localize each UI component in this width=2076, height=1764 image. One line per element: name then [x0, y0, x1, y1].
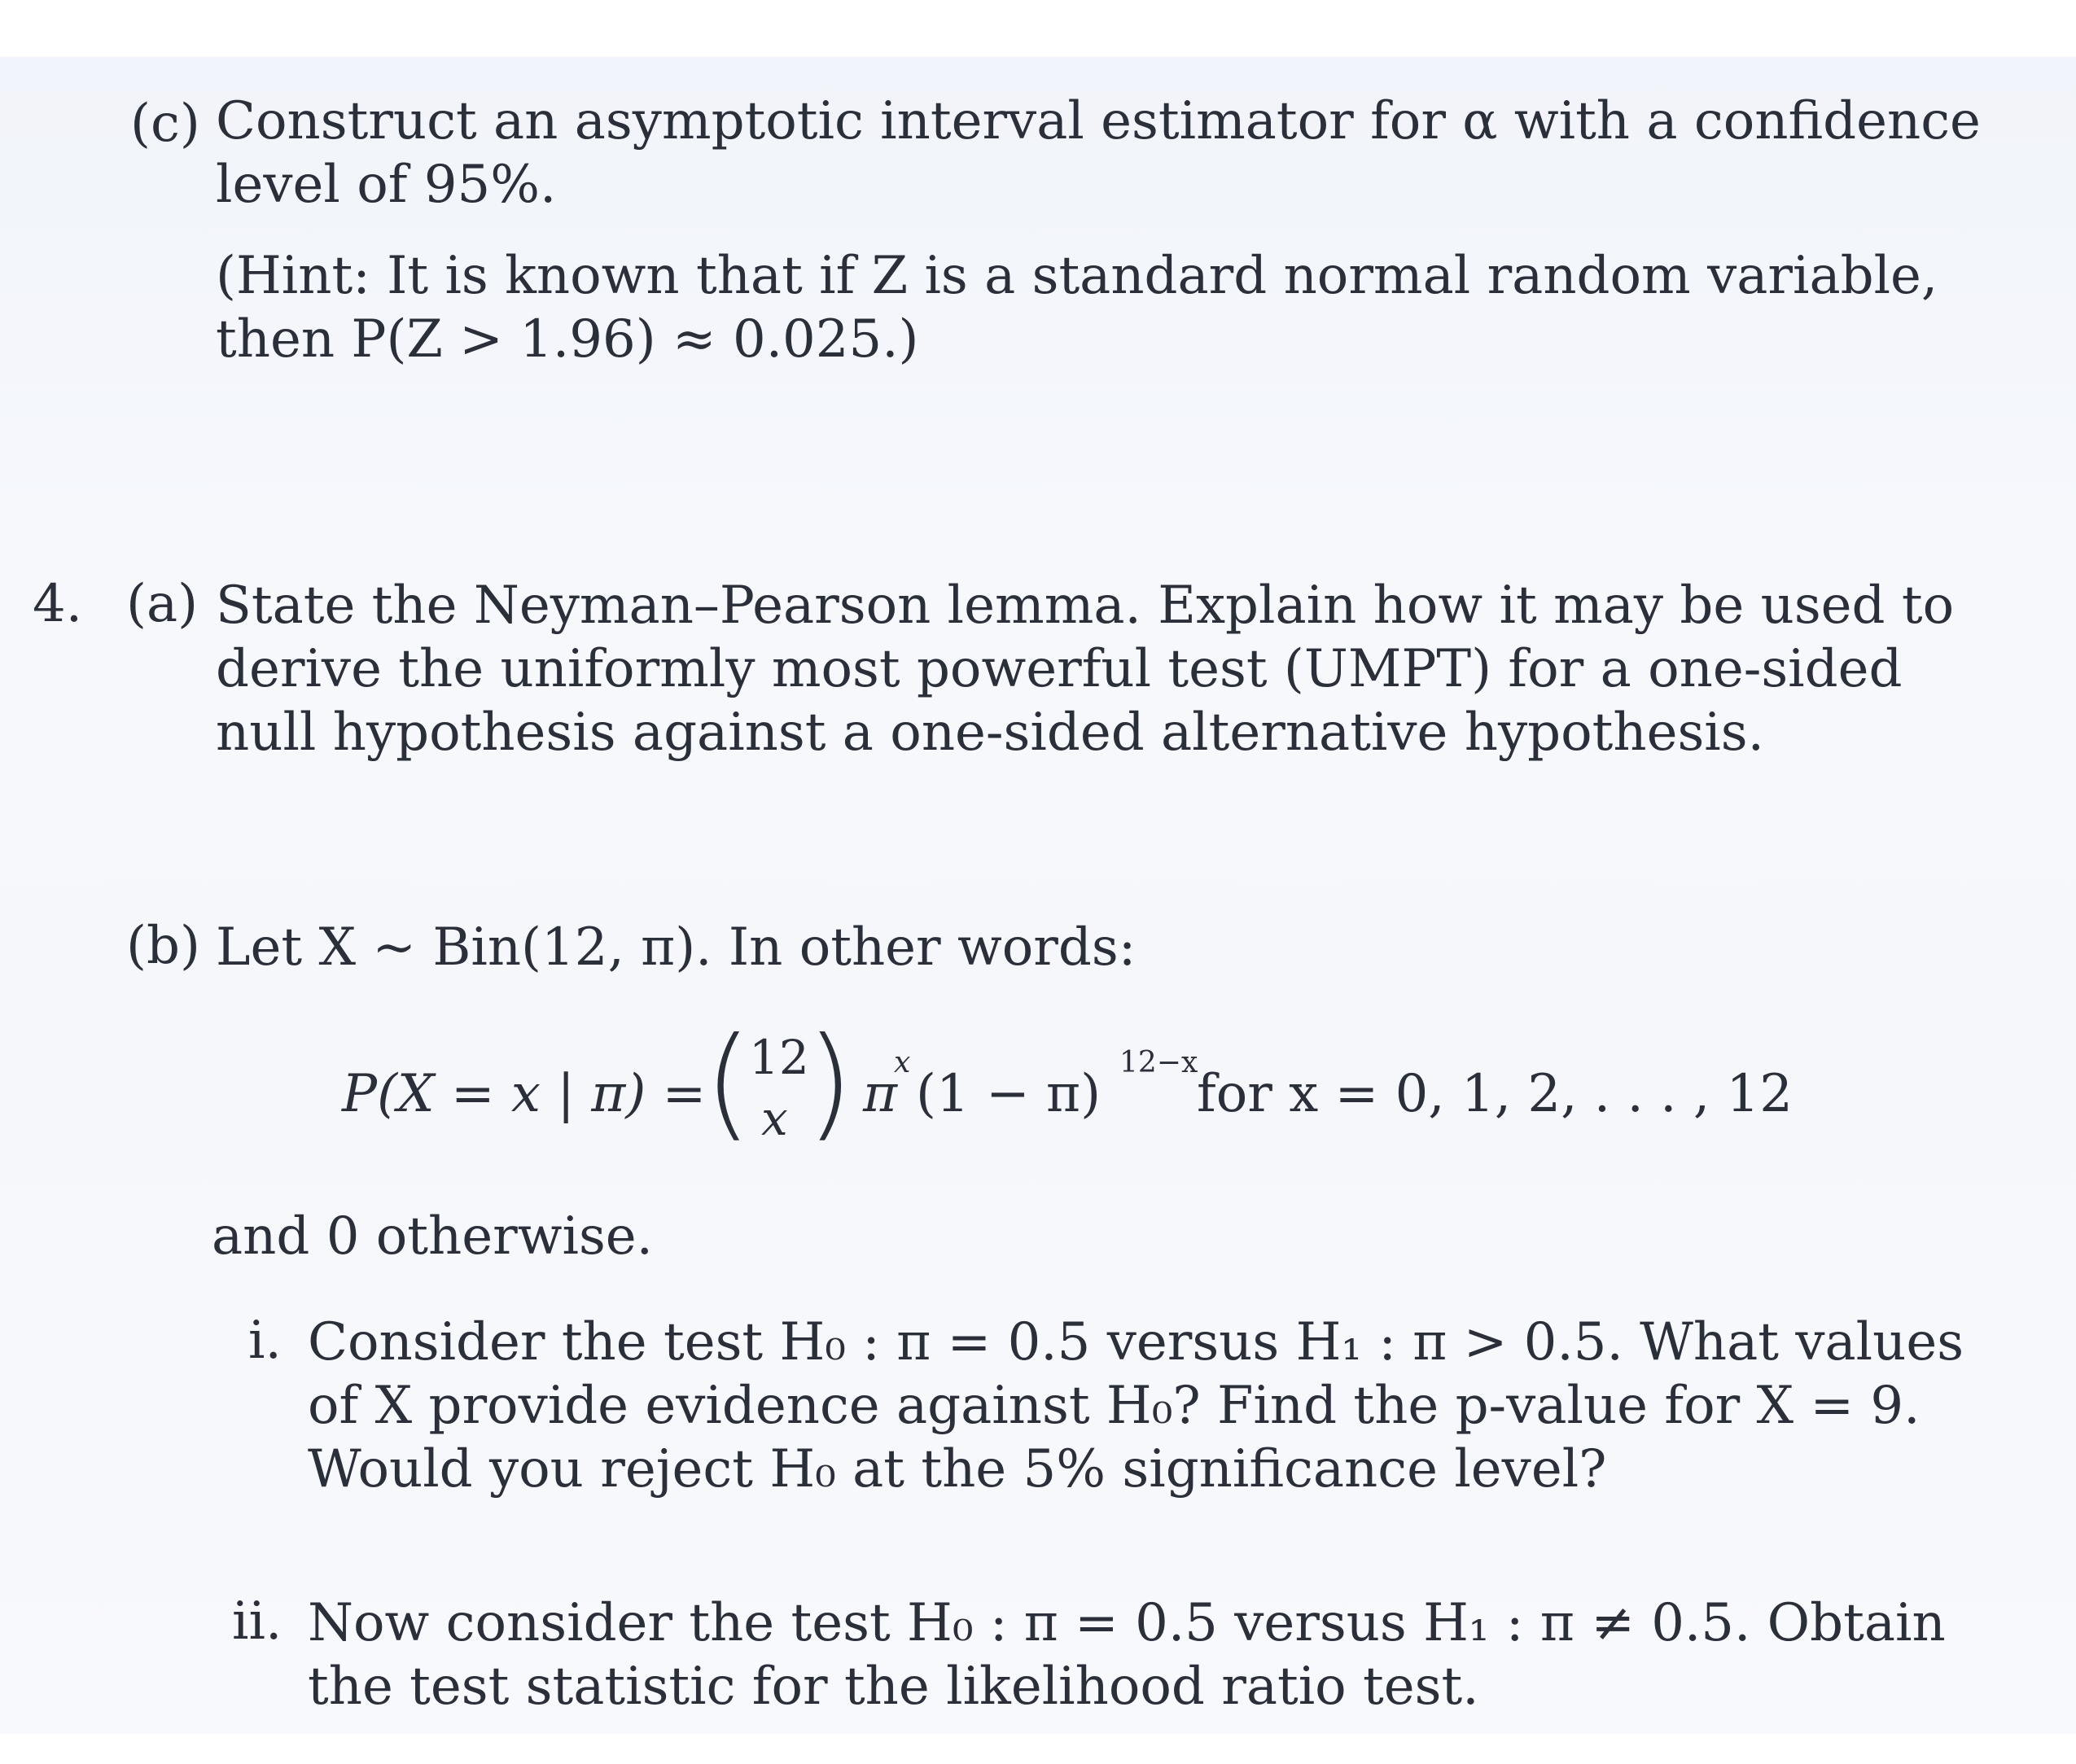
binom-left-paren: (: [704, 1012, 752, 1153]
q4-number: 4.: [33, 574, 83, 634]
binomial-pmf-formula: [342, 1012, 1793, 1160]
q4b-i-label: i.: [248, 1311, 282, 1371]
q4b-intro: Let X ~ Bin(12, π). In other words:: [216, 917, 1137, 978]
binom-bottom: x: [761, 1091, 788, 1146]
q4a-label: (a): [126, 574, 199, 634]
q4b-ii-label: ii.: [232, 1591, 282, 1652]
formula-lhs: P(X = x | π) =: [342, 1064, 707, 1124]
binom-right-paren: ): [806, 1012, 854, 1153]
formula-domain: for x = 0, 1, 2, . . . , 12: [1197, 1064, 1793, 1124]
q4a-text: State the Neyman–Pearson lemma. Explain how it may be used to derive the uniformly most powerful test (UMPT) for a one-sided null hypothesis against a one-sided alternative hypothesis.: [216, 576, 1955, 763]
q3c-hint: (Hint: It is known that if Z is a standard normal random variable, then P(Z > 1.96) ≈ 0.025.): [216, 246, 1938, 370]
q4b-ii-text: Now consider the test H₀ : π = 0.5 versus H₁ : π ≠ 0.5. Obtain the test statistic for the likelihood ratio test.: [308, 1593, 1946, 1717]
binom-top: 12: [749, 1030, 809, 1085]
q4b-label: (b): [126, 916, 200, 976]
formula-pi: π: [863, 1064, 898, 1124]
formula-exponent: 12−x: [1119, 1046, 1198, 1079]
formula-pi-exponent: x: [894, 1046, 911, 1079]
q3c-text: Construct an asymptotic interval estimator for α with a confidence level of 95%.: [216, 91, 1981, 215]
q4b-i-text: Consider the test H₀ : π = 0.5 versus H₁ : π > 0.5. What values of X provide evidence against H₀? Find the p-value for X = 9. Would you reject H₀ at the 5% significance level?: [308, 1312, 1964, 1499]
q3c-label: (c): [130, 94, 200, 154]
formula-one-minus-pi: (1 − π): [916, 1064, 1102, 1124]
q4b-otherwise: and 0 otherwise.: [212, 1206, 653, 1267]
